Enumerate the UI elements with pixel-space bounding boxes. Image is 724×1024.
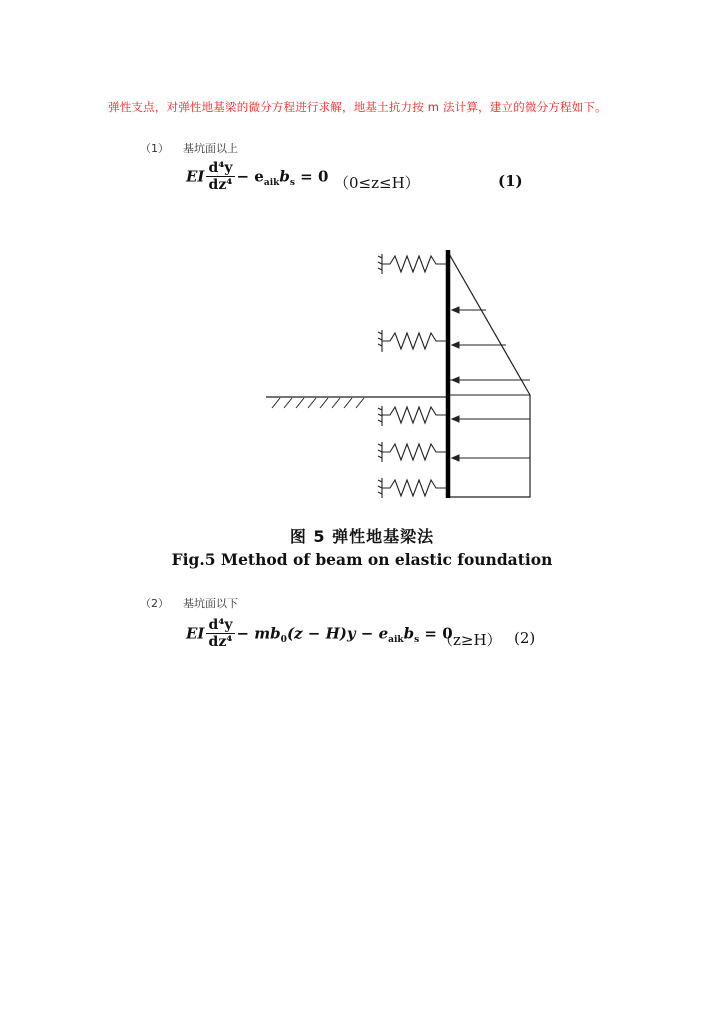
eq2-sub-s: s xyxy=(414,635,420,646)
load-arrows xyxy=(452,307,530,461)
eq2-b: b xyxy=(403,624,415,643)
eq2-rest-b: (z − H)y − e xyxy=(286,624,389,643)
intro-paragraph: 弹性支点，对弹性地基梁的微分方程进行求解，地基土抗力按 m 法计算，建立的微分方程如下。 xyxy=(108,100,607,114)
eq2-rest: − mb xyxy=(236,624,281,643)
eq2-sub-0: 0 xyxy=(280,635,287,646)
eq1-denominator: dz⁴ xyxy=(208,177,233,193)
pressure-diagram xyxy=(448,252,530,497)
eq2-numerator: d⁴y xyxy=(208,617,233,633)
springs xyxy=(378,254,446,498)
ground-hatching xyxy=(272,398,364,408)
eq2-ei: EI xyxy=(186,624,205,643)
eq2-rhs: = 0 xyxy=(419,624,453,643)
eq1-rest: − e xyxy=(236,167,264,186)
eq1-rhs: = 0 xyxy=(294,167,329,186)
eq2-denominator: dz⁴ xyxy=(208,634,233,650)
eq2-fraction xyxy=(206,617,234,650)
figure-caption-en: Fig.5 Method of beam on elastic foundation xyxy=(171,550,553,569)
eq2-sub-aik: aik xyxy=(388,635,404,646)
eq1-number: (1) xyxy=(498,172,523,190)
eq2-number: (2) xyxy=(514,629,536,647)
figure-caption-cn: 图 5 弹性地基梁法 xyxy=(289,527,435,546)
eq1-numerator: d⁴y xyxy=(208,160,233,176)
eq1-b: b xyxy=(279,167,290,186)
item-2-label: （2） 基坑面以下 xyxy=(140,597,238,610)
equation-2 xyxy=(186,617,453,650)
eq1-sub-aik: aik xyxy=(263,178,280,189)
item-1-label: （1） 基坑面以上 xyxy=(140,142,238,155)
eq1-condition: （0≤z≤H） xyxy=(334,174,420,192)
eq1-ei: EI xyxy=(186,167,205,186)
eq1-sub-s: s xyxy=(289,178,295,189)
eq2-condition: （z≥H） xyxy=(438,631,502,649)
